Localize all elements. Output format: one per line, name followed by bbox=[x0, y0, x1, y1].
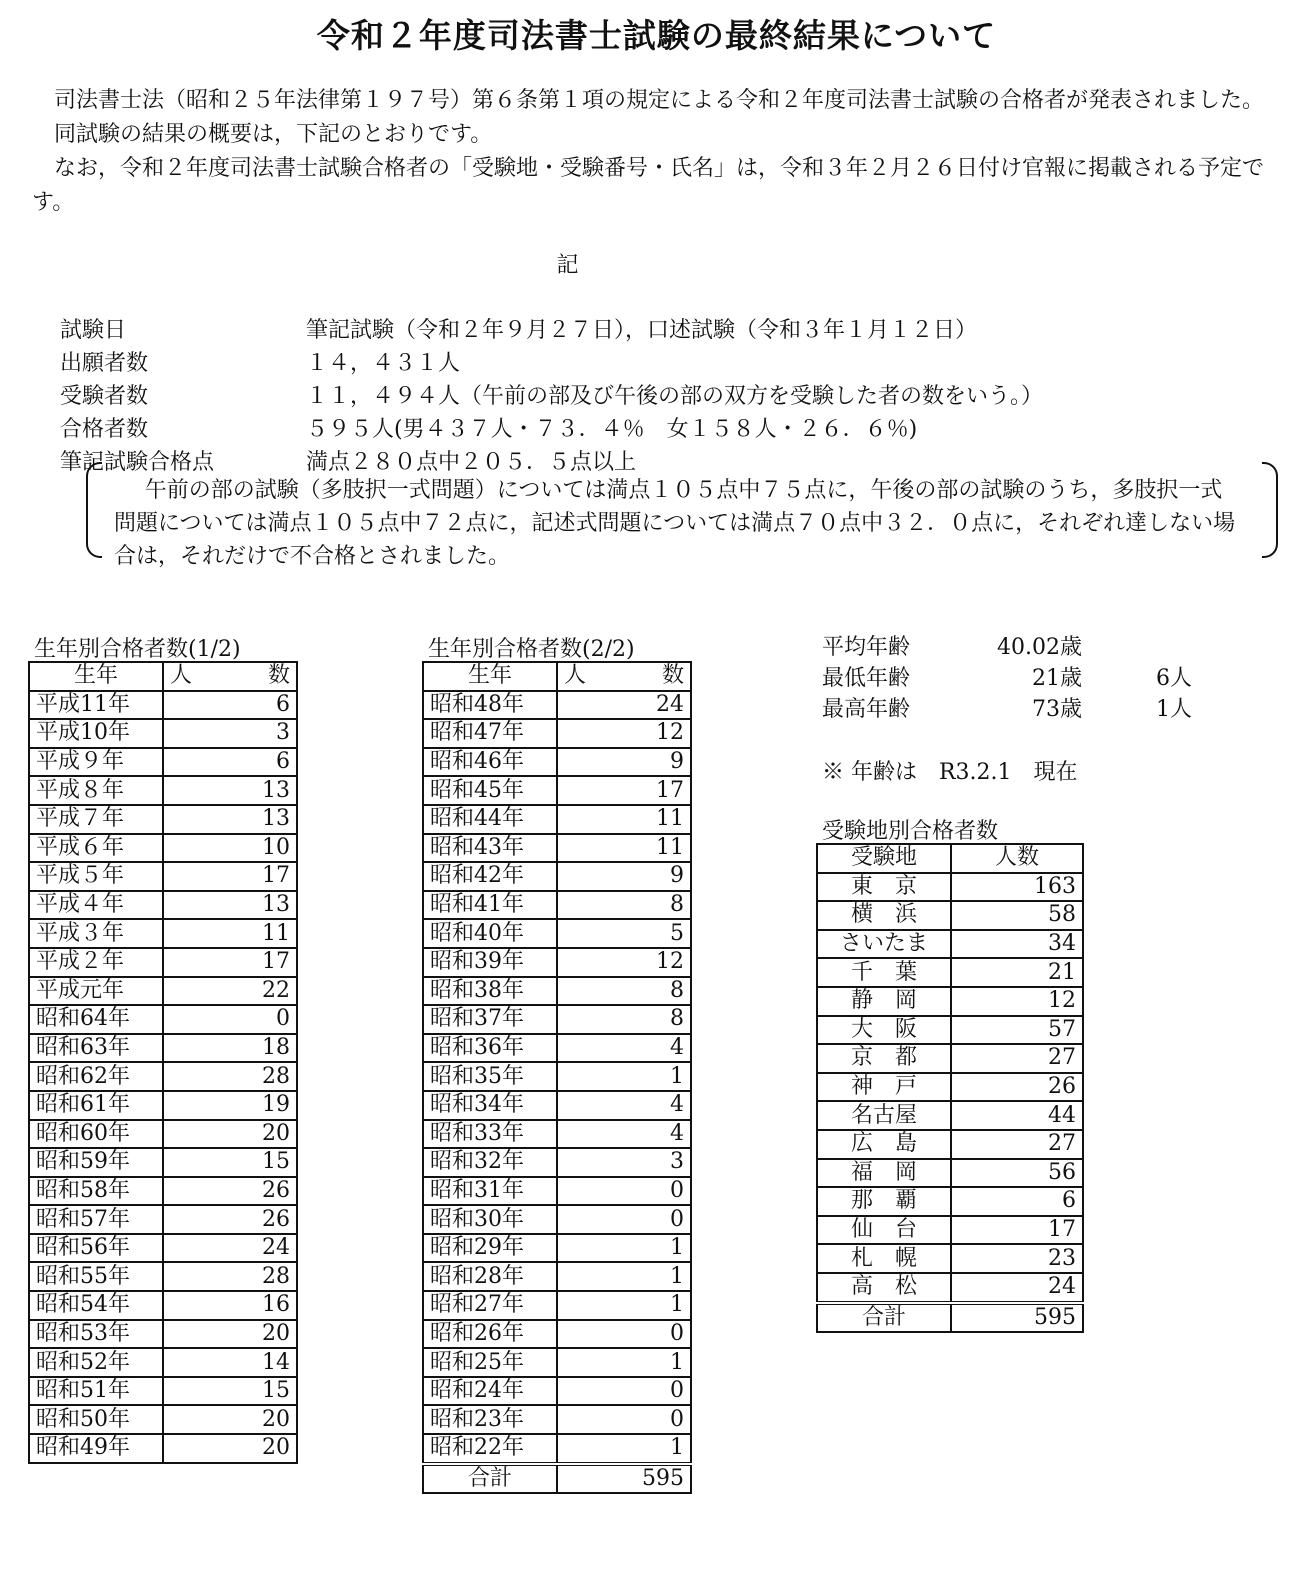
info-label: 筆記試験合格点 bbox=[60, 450, 215, 475]
count-cell: 15 bbox=[163, 1377, 297, 1406]
total-row bbox=[423, 1464, 691, 1494]
birth-year-cell: 平成７年 bbox=[29, 805, 163, 834]
birth-year-cell: 平成11年 bbox=[29, 691, 163, 720]
table-row bbox=[817, 930, 1083, 959]
count-cell: 8 bbox=[557, 891, 691, 920]
count-cell: 34 bbox=[951, 930, 1083, 959]
count-cell: 13 bbox=[163, 805, 297, 834]
birth-year-cell: 昭和30年 bbox=[423, 1205, 557, 1234]
table-row bbox=[423, 805, 691, 834]
birth-year-cell: 昭和31年 bbox=[423, 1177, 557, 1206]
birth-year-table-1 bbox=[28, 661, 298, 1464]
stat-count bbox=[1082, 632, 1192, 663]
table-row bbox=[423, 1034, 691, 1063]
count-cell: 21 bbox=[951, 958, 1083, 987]
birth-year-cell: 昭和25年 bbox=[423, 1348, 557, 1377]
count-cell: 1 bbox=[557, 1062, 691, 1091]
count-cell: 0 bbox=[557, 1405, 691, 1434]
count-cell: 13 bbox=[163, 891, 297, 920]
count-cell: 13 bbox=[163, 776, 297, 805]
count-cell: 14 bbox=[163, 1348, 297, 1377]
table-row bbox=[423, 748, 691, 777]
table-row bbox=[29, 805, 297, 834]
table-row bbox=[423, 834, 691, 863]
birth-year-cell: 昭和26年 bbox=[423, 1320, 557, 1349]
info-label: 試験日 bbox=[60, 318, 127, 343]
table-row bbox=[29, 1262, 297, 1291]
table-row bbox=[817, 1244, 1083, 1273]
table-row bbox=[29, 1434, 297, 1463]
info-row-passers bbox=[60, 413, 1043, 446]
table3-caption: 受験地別合格者数 bbox=[822, 819, 999, 844]
birth-year-cell: 昭和28年 bbox=[423, 1262, 557, 1291]
count-cell: 5 bbox=[557, 919, 691, 948]
birth-year-cell: 昭和23年 bbox=[423, 1405, 557, 1434]
table-row bbox=[29, 1377, 297, 1406]
count-cell: 22 bbox=[163, 977, 297, 1006]
count-cell: 163 bbox=[951, 873, 1083, 902]
count-cell: 26 bbox=[163, 1205, 297, 1234]
bracket-note bbox=[86, 462, 1278, 569]
count-cell: 9 bbox=[557, 862, 691, 891]
count-cell: 24 bbox=[163, 1234, 297, 1263]
birth-year-cell: 昭和50年 bbox=[29, 1405, 163, 1434]
header-count-char-2: 数 bbox=[661, 663, 684, 689]
total-label: 合計 bbox=[817, 1303, 951, 1333]
site-cell: 横 浜 bbox=[817, 901, 951, 930]
birth-year-cell: 昭和35年 bbox=[423, 1062, 557, 1091]
right-bracket bbox=[1262, 462, 1278, 558]
note-text: 午前の部の試験（多肢択一式問題）については満点１０５点中７５点に，午後の部の試験のうち，多肢択一式問題については満点１０５点中７２点に，記述式問題については満点７０点中３２．０点に，それぞれ達しない場合は，それだけで不合格とされました。 bbox=[114, 478, 1236, 569]
table-row bbox=[29, 834, 297, 863]
table-row bbox=[423, 1205, 691, 1234]
birth-year-cell: 昭和42年 bbox=[423, 862, 557, 891]
info-value: ５９５人(男４３７人・７３．４％ 女１５８人・２６．６％) bbox=[306, 417, 918, 442]
count-cell: 0 bbox=[557, 1377, 691, 1406]
count-cell: 28 bbox=[163, 1062, 297, 1091]
birth-year-cell: 昭和61年 bbox=[29, 1091, 163, 1120]
birth-year-cell: 昭和38年 bbox=[423, 977, 557, 1006]
stat-row-min bbox=[822, 663, 1192, 694]
table-row bbox=[817, 1273, 1083, 1303]
table-row bbox=[29, 1005, 297, 1034]
table-row bbox=[29, 977, 297, 1006]
table-header bbox=[817, 844, 1083, 873]
birth-year-cell: 平成９年 bbox=[29, 748, 163, 777]
table-row bbox=[817, 987, 1083, 1016]
table-row bbox=[423, 919, 691, 948]
count-cell: 26 bbox=[951, 1073, 1083, 1102]
stat-label: 平均年齢 bbox=[822, 635, 911, 660]
table-row bbox=[423, 1148, 691, 1177]
count-cell: 18 bbox=[163, 1034, 297, 1063]
birth-year-cell: 昭和63年 bbox=[29, 1034, 163, 1063]
count-cell: 4 bbox=[557, 1091, 691, 1120]
table-row bbox=[423, 1405, 691, 1434]
count-cell: 11 bbox=[557, 834, 691, 863]
table-row bbox=[423, 1177, 691, 1206]
count-cell: 23 bbox=[951, 1244, 1083, 1273]
header-count bbox=[557, 662, 691, 691]
count-cell: 20 bbox=[163, 1405, 297, 1434]
birth-year-cell: 平成元年 bbox=[29, 977, 163, 1006]
table-row bbox=[423, 1434, 691, 1464]
count-cell: 27 bbox=[951, 1130, 1083, 1159]
birth-year-cell: 昭和45年 bbox=[423, 776, 557, 805]
birth-year-cell: 昭和54年 bbox=[29, 1291, 163, 1320]
birth-year-cell: 昭和22年 bbox=[423, 1434, 557, 1464]
site-cell: 広 島 bbox=[817, 1130, 951, 1159]
count-cell: 26 bbox=[163, 1177, 297, 1206]
exam-info bbox=[60, 314, 1043, 479]
table-row bbox=[423, 776, 691, 805]
table-row bbox=[29, 1234, 297, 1263]
birth-year-cell: 昭和49年 bbox=[29, 1434, 163, 1463]
table-row bbox=[29, 1062, 297, 1091]
count-cell: 10 bbox=[163, 834, 297, 863]
count-cell: 1 bbox=[557, 1434, 691, 1464]
site-cell: 那 覇 bbox=[817, 1187, 951, 1216]
site-cell: 福 岡 bbox=[817, 1159, 951, 1188]
table-row bbox=[29, 1177, 297, 1206]
count-cell: 17 bbox=[163, 948, 297, 977]
count-cell: 12 bbox=[557, 948, 691, 977]
header-count-char-2: 数 bbox=[267, 663, 290, 689]
table1-caption: 生年別合格者数(1/2) bbox=[34, 637, 241, 662]
site-cell: 高 松 bbox=[817, 1273, 951, 1303]
count-cell: 8 bbox=[557, 977, 691, 1006]
total-value: 595 bbox=[557, 1464, 691, 1494]
count-cell: 56 bbox=[951, 1159, 1083, 1188]
count-cell: 17 bbox=[163, 862, 297, 891]
table-row bbox=[817, 1073, 1083, 1102]
table2-caption: 生年別合格者数(2/2) bbox=[428, 637, 635, 662]
table-row bbox=[423, 862, 691, 891]
table-row bbox=[29, 1320, 297, 1349]
table-row bbox=[423, 1120, 691, 1149]
birth-year-cell: 昭和64年 bbox=[29, 1005, 163, 1034]
table-header bbox=[29, 662, 297, 691]
table-row bbox=[29, 1348, 297, 1377]
count-cell: 4 bbox=[557, 1120, 691, 1149]
stat-label: 最低年齢 bbox=[822, 666, 911, 691]
birth-year-cell: 昭和56年 bbox=[29, 1234, 163, 1263]
total-row bbox=[817, 1303, 1083, 1333]
header-count: 人数 bbox=[951, 844, 1083, 873]
count-cell: 28 bbox=[163, 1262, 297, 1291]
birth-year-cell: 平成10年 bbox=[29, 719, 163, 748]
stat-value: 21歳 bbox=[1032, 666, 1082, 691]
info-row-examinees bbox=[60, 380, 1043, 413]
birth-year-cell: 昭和40年 bbox=[423, 919, 557, 948]
table-row bbox=[29, 1120, 297, 1149]
table-row bbox=[817, 1187, 1083, 1216]
birth-year-cell: 平成４年 bbox=[29, 891, 163, 920]
table-row bbox=[29, 691, 297, 720]
header-birth-year: 生年 bbox=[29, 662, 163, 691]
birth-year-cell: 昭和59年 bbox=[29, 1148, 163, 1177]
count-cell: 3 bbox=[163, 719, 297, 748]
birth-year-cell: 昭和44年 bbox=[423, 805, 557, 834]
count-cell: 57 bbox=[951, 1016, 1083, 1045]
count-cell: 20 bbox=[163, 1434, 297, 1463]
birth-year-cell: 昭和58年 bbox=[29, 1177, 163, 1206]
table-row bbox=[423, 719, 691, 748]
count-cell: 20 bbox=[163, 1120, 297, 1149]
total-value: 595 bbox=[951, 1303, 1083, 1333]
birth-year-cell: 昭和36年 bbox=[423, 1034, 557, 1063]
birth-year-cell: 昭和39年 bbox=[423, 948, 557, 977]
intro-paragraph-1: 司法書士法（昭和２５年法律第１９７号）第６条第１項の規定による令和２年度司法書士試験の合格者が発表されました。 bbox=[54, 88, 1265, 113]
table-row bbox=[817, 1159, 1083, 1188]
count-cell: 1 bbox=[557, 1262, 691, 1291]
header-site: 受験地 bbox=[817, 844, 951, 873]
stat-label: 最高年齢 bbox=[822, 697, 911, 722]
info-label: 受験者数 bbox=[60, 384, 149, 409]
table-row bbox=[29, 1034, 297, 1063]
site-cell: 千 葉 bbox=[817, 958, 951, 987]
info-row-applicants bbox=[60, 347, 1043, 380]
table-row bbox=[423, 891, 691, 920]
birth-year-cell: 昭和37年 bbox=[423, 1005, 557, 1034]
count-cell: 1 bbox=[557, 1291, 691, 1320]
count-cell: 0 bbox=[163, 1005, 297, 1034]
birth-year-cell: 平成６年 bbox=[29, 834, 163, 863]
birth-year-cell: 昭和33年 bbox=[423, 1120, 557, 1149]
total-label: 合計 bbox=[423, 1464, 557, 1494]
count-cell: 17 bbox=[951, 1216, 1083, 1245]
count-cell: 20 bbox=[163, 1320, 297, 1349]
site-cell: 仙 台 bbox=[817, 1216, 951, 1245]
ki-heading: 記 bbox=[556, 253, 579, 278]
table-row bbox=[423, 1062, 691, 1091]
birth-year-cell: 昭和57年 bbox=[29, 1205, 163, 1234]
site-cell: 静 岡 bbox=[817, 987, 951, 1016]
table-row bbox=[423, 1348, 691, 1377]
site-cell: 大 阪 bbox=[817, 1016, 951, 1045]
left-bracket bbox=[86, 462, 102, 558]
count-cell: 17 bbox=[557, 776, 691, 805]
table-header bbox=[423, 662, 691, 691]
count-cell: 6 bbox=[163, 691, 297, 720]
birth-year-cell: 昭和60年 bbox=[29, 1120, 163, 1149]
info-value: １１，４９４人（午前の部及び午後の部の双方を受験した者の数をいう。） bbox=[306, 384, 1044, 409]
count-cell: 11 bbox=[163, 919, 297, 948]
birth-year-cell: 昭和32年 bbox=[423, 1148, 557, 1177]
birth-year-cell: 平成３年 bbox=[29, 919, 163, 948]
table-row bbox=[29, 862, 297, 891]
stat-row-average bbox=[822, 632, 1192, 663]
count-cell: 44 bbox=[951, 1101, 1083, 1130]
table-row bbox=[817, 1216, 1083, 1245]
table-row bbox=[423, 1005, 691, 1034]
birth-year-cell: 昭和41年 bbox=[423, 891, 557, 920]
table-row bbox=[423, 1377, 691, 1406]
birth-year-cell: 昭和48年 bbox=[423, 691, 557, 720]
birth-year-cell: 昭和55年 bbox=[29, 1262, 163, 1291]
count-cell: 9 bbox=[557, 748, 691, 777]
table-row bbox=[817, 1044, 1083, 1073]
birth-year-cell: 昭和51年 bbox=[29, 1377, 163, 1406]
table-row bbox=[29, 1405, 297, 1434]
table-row bbox=[29, 948, 297, 977]
table-row bbox=[29, 1291, 297, 1320]
site-cell: 名古屋 bbox=[817, 1101, 951, 1130]
count-cell: 4 bbox=[557, 1034, 691, 1063]
site-cell: さいたま bbox=[817, 930, 951, 959]
age-remark: ※ 年齢は R3.2.1 現在 bbox=[822, 760, 1078, 785]
count-cell: 6 bbox=[163, 748, 297, 777]
birth-year-cell: 昭和24年 bbox=[423, 1377, 557, 1406]
count-cell: 0 bbox=[557, 1320, 691, 1349]
birth-year-cell: 平成８年 bbox=[29, 776, 163, 805]
count-cell: 12 bbox=[557, 719, 691, 748]
count-cell: 16 bbox=[163, 1291, 297, 1320]
count-cell: 3 bbox=[557, 1148, 691, 1177]
count-cell: 24 bbox=[557, 691, 691, 720]
birth-year-cell: 平成５年 bbox=[29, 862, 163, 891]
stat-row-max bbox=[822, 694, 1192, 725]
table-row bbox=[29, 1205, 297, 1234]
birth-year-cell: 昭和53年 bbox=[29, 1320, 163, 1349]
table-row bbox=[817, 873, 1083, 902]
header-count-char-1: 人 bbox=[170, 663, 193, 689]
table-row bbox=[423, 1291, 691, 1320]
exam-site-table bbox=[816, 843, 1084, 1333]
stat-count: 1人 bbox=[1156, 697, 1192, 722]
page-title: 令和２年度司法書士試験の最終結果について bbox=[316, 16, 997, 55]
stat-count: 6人 bbox=[1156, 666, 1192, 691]
count-cell: 27 bbox=[951, 1044, 1083, 1073]
table-row bbox=[817, 1130, 1083, 1159]
count-cell: 8 bbox=[557, 1005, 691, 1034]
birth-year-cell: 平成２年 bbox=[29, 948, 163, 977]
info-value: 筆記試験（令和２年９月２７日），口述試験（令和３年１月１２日） bbox=[306, 318, 978, 343]
table-row bbox=[423, 691, 691, 720]
stat-value: 40.02歳 bbox=[997, 635, 1082, 660]
count-cell: 1 bbox=[557, 1234, 691, 1263]
table-row bbox=[29, 1148, 297, 1177]
info-label: 合格者数 bbox=[60, 417, 149, 442]
count-cell: 1 bbox=[557, 1348, 691, 1377]
table-row bbox=[423, 948, 691, 977]
table-row bbox=[423, 1320, 691, 1349]
stat-value: 73歳 bbox=[1032, 697, 1082, 722]
table-row bbox=[423, 977, 691, 1006]
table-row bbox=[423, 1234, 691, 1263]
table-row bbox=[29, 919, 297, 948]
count-cell: 0 bbox=[557, 1177, 691, 1206]
table-row bbox=[29, 891, 297, 920]
table-row bbox=[29, 776, 297, 805]
site-cell: 東 京 bbox=[817, 873, 951, 902]
table-row bbox=[817, 1101, 1083, 1130]
birth-year-cell: 昭和62年 bbox=[29, 1062, 163, 1091]
site-cell: 神 戸 bbox=[817, 1073, 951, 1102]
birth-year-cell: 昭和34年 bbox=[423, 1091, 557, 1120]
birth-year-cell: 昭和52年 bbox=[29, 1348, 163, 1377]
count-cell: 58 bbox=[951, 901, 1083, 930]
count-cell: 6 bbox=[951, 1187, 1083, 1216]
birth-year-table-2 bbox=[422, 661, 692, 1494]
info-value: １４，４３１人 bbox=[306, 351, 461, 376]
count-cell: 0 bbox=[557, 1205, 691, 1234]
table-row bbox=[817, 958, 1083, 987]
table-row bbox=[29, 719, 297, 748]
birth-year-cell: 昭和47年 bbox=[423, 719, 557, 748]
info-label: 出願者数 bbox=[60, 351, 149, 376]
site-cell: 京 都 bbox=[817, 1044, 951, 1073]
count-cell: 19 bbox=[163, 1091, 297, 1120]
table-row bbox=[423, 1262, 691, 1291]
table-row bbox=[29, 748, 297, 777]
table-row bbox=[817, 1016, 1083, 1045]
count-cell: 15 bbox=[163, 1148, 297, 1177]
birth-year-cell: 昭和43年 bbox=[423, 834, 557, 863]
header-count bbox=[163, 662, 297, 691]
count-cell: 12 bbox=[951, 987, 1083, 1016]
header-birth-year: 生年 bbox=[423, 662, 557, 691]
birth-year-cell: 昭和27年 bbox=[423, 1291, 557, 1320]
table-row bbox=[817, 901, 1083, 930]
info-value: 満点２８０点中２０５．５点以上 bbox=[306, 450, 637, 475]
birth-year-cell: 昭和29年 bbox=[423, 1234, 557, 1263]
count-cell: 11 bbox=[557, 805, 691, 834]
intro bbox=[32, 84, 1272, 220]
age-stats bbox=[822, 632, 1192, 725]
birth-year-cell: 昭和46年 bbox=[423, 748, 557, 777]
table-row bbox=[29, 1091, 297, 1120]
count-cell: 24 bbox=[951, 1273, 1083, 1303]
header-count-char-1: 人 bbox=[564, 663, 587, 689]
site-cell: 札 幌 bbox=[817, 1244, 951, 1273]
intro-paragraph-3: なお，令和２年度司法書士試験合格者の「受験地・受験番号・氏名」は，令和３年２月２６日付け官報に掲載される予定です。 bbox=[32, 156, 1265, 215]
table-row bbox=[423, 1091, 691, 1120]
intro-paragraph-2: 同試験の結果の概要は，下記のとおりです。 bbox=[54, 122, 493, 147]
info-row-date bbox=[60, 314, 1043, 347]
